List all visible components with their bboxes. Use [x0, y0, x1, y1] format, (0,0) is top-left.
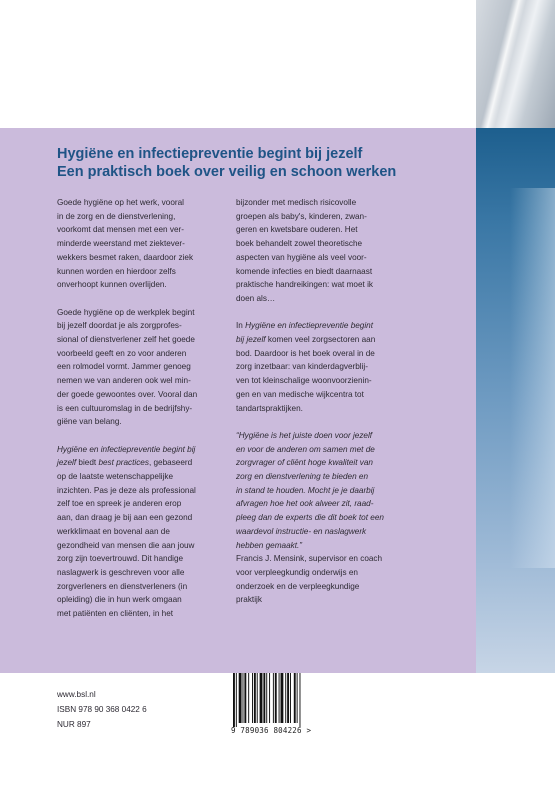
quote-attribution: Francis J. Mensink, supervisor en coach [236, 554, 383, 564]
right-text-column [236, 196, 414, 621]
top-white-area [0, 0, 476, 128]
barcode-icon [231, 673, 323, 727]
left-text-column [57, 196, 235, 634]
publisher-website: www.bsl.nl [57, 690, 96, 699]
publisher-info [57, 687, 147, 732]
nur-code: NUR 897 [57, 720, 91, 729]
paragraph: Hygiëne en infectiepreventie begint bij jezelf biedt best practices, gebaseerd op de laatste wetenschappelijke inzichten. Pas je deze als professional zelf toe en spreek je anderen erop aan, dan draag je bij aan een gezond werkklimaat en bovenal aan de gezondheid van mensen die aan jouw zorg zijn toevertrouwd. Dit handige naslagwerk is geschreven voor alle zorgverleners en dienstverleners (in opleiding) die in hun werk omgaan met patiënten en cliënten, in het [57, 444, 196, 619]
blue-photo-strip [476, 128, 555, 673]
back-cover-title: Hygiëne en infectiepreventie begint bij jezelf [57, 146, 363, 162]
paragraph: Goede hygiëne op de werkplek begint bij jezelf doordat je als zorgprofes- sional of dienstverlener zelf het goede voorbeeld geeft en zo voor anderen een rolmodel vormt. Jammer genoeg nemen we van anderen ook wel min- der goede gewoontes over. Vooral dan is een cultuuromslag in de bedrijfshy- giëne van belang. [57, 307, 198, 427]
paragraph: Goede hygiëne op het werk, vooral in de zorg en de dienstverlening, voorkomt dat mensen met een ver- minderde weerstand met ziektever- wekkers besmet raken, daardoor ziek kunnen worden en hierdoor zelfs onverhoopt kunnen overlijden. [57, 198, 194, 290]
barcode-addon: > [306, 726, 312, 735]
barcode-digits: 9 789036 804226 [231, 726, 302, 735]
isbn-text: ISBN 978 90 368 0422 6 [57, 705, 147, 714]
back-cover-subtitle: Een praktisch boek over veilig en schoon werken [57, 164, 397, 180]
barcode-area [227, 673, 327, 739]
paragraph: In Hygiëne en infectiepreventie begint bij jezelf komen veel zorgsectoren aan bod. Daardoor is het boek overal in de zorg inzetbaar: van kinderdagverblij- ven tot kleinschalige woonvoorzienin- gen en van medische wijkcentra tot tandartspraktijken. [236, 321, 376, 413]
quote: “Hygiëne is het juiste doen voor jezelf en voor de anderen om samen met de zorgvrager of cliënt hoge kwaliteit van zorg en dienstverlening te bieden en in stand te houden. Mocht je je daarbij afvragen hoe het ook alweer zit, raad- pleeg dan de experts die dit boek tot een waardevol instructie- en naslagwerk hebben gemaakt.” Francis J. Mensink, supervisor en coach voor verpleegkundig onderwijs en onderzoek en de verpleegkundige praktijk [236, 429, 414, 607]
paragraph: bijzonder met medisch risicovolle groepen als baby's, kinderen, zwan- geren en kwetsbare ouderen. Het boek behandelt zowel theoretische aspecten van hygiëne als veel voor- komende infecties en biedt daarnaast praktische handreikingen: wat moet ik doen als… [236, 198, 373, 303]
cover-photo-fragment [476, 0, 555, 128]
